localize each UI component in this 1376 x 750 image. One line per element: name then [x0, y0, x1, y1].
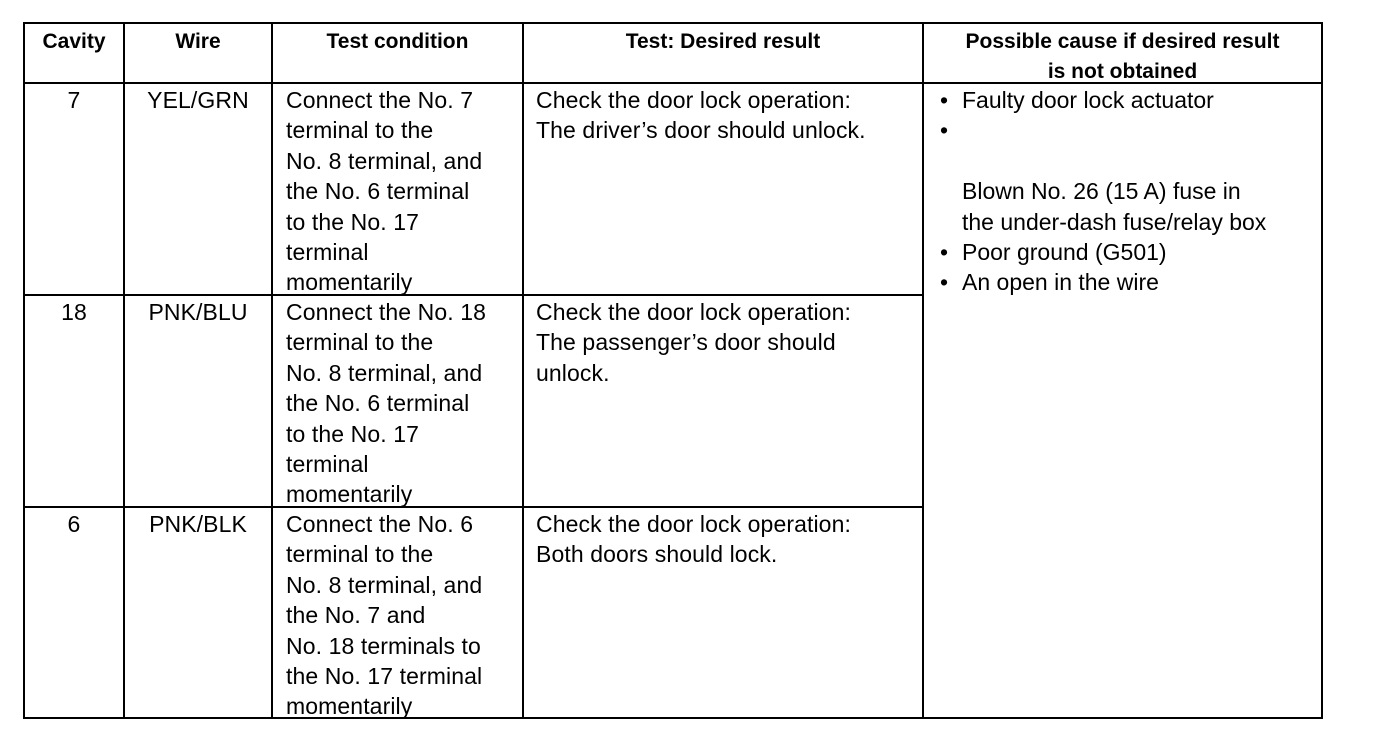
row-3-test-condition: Connect the No. 6 terminal to the No. 8 terminal, and the No. 7 and No. 18 terminals to the No. 17 terminal momentarily [286, 511, 483, 720]
column-divider [123, 24, 125, 717]
header-possible-cause: Possible cause if desired result is not obtained [965, 30, 1280, 83]
row-1-wire: YEL/GRN [147, 87, 249, 113]
bullet-icon: • [940, 87, 949, 113]
column-divider [522, 24, 524, 717]
row-2-wire: PNK/BLU [148, 299, 248, 325]
header-test-condition: Test condition [326, 30, 469, 53]
possible-cause-item [938, 85, 1318, 115]
possible-cause-item [938, 267, 1318, 297]
row-1-cavity: 7 [67, 87, 81, 113]
column-divider [922, 24, 924, 717]
possible-cause-item [938, 237, 1318, 267]
header-wire: Wire [175, 30, 221, 53]
row-2-test-condition: Connect the No. 18 terminal to the No. 8 terminal, and the No. 6 terminal to the No. 17 terminal momentarily [286, 299, 486, 508]
row-3-cavity: 6 [67, 511, 81, 537]
row-3-wire: PNK/BLK [149, 511, 247, 537]
possible-cause-text: Faulty door lock actuator [962, 87, 1214, 113]
row-3-desired-result: Check the door lock operation: Both doors should lock. [536, 511, 851, 568]
row-1-test-condition: Connect the No. 7 terminal to the No. 8 terminal, and the No. 6 terminal to the No. 17 terminal momentarily [286, 87, 483, 296]
row-2-cavity: 18 [61, 299, 87, 325]
row-2-desired-result: Check the door lock operation: The passenger’s door should unlock. [536, 299, 851, 386]
column-divider [271, 24, 273, 717]
diagnostic-table [23, 22, 1323, 719]
possible-cause-text: Blown No. 26 (15 A) fuse in the under-dash fuse/relay box [962, 178, 1267, 235]
possible-cause-text: Poor ground (G501) [962, 239, 1167, 266]
bullet-icon: • [940, 239, 949, 266]
possible-cause-text: An open in the wire [962, 269, 1159, 296]
header-cavity: Cavity [42, 30, 106, 53]
row-1-desired-result: Check the door lock operation: The driver’s door should unlock. [536, 87, 866, 144]
possible-cause-list [938, 85, 1318, 298]
bullet-icon: • [940, 117, 949, 144]
header-desired-result: Test: Desired result [625, 30, 821, 53]
possible-cause-item [938, 115, 1318, 237]
bullet-icon: • [940, 269, 949, 296]
